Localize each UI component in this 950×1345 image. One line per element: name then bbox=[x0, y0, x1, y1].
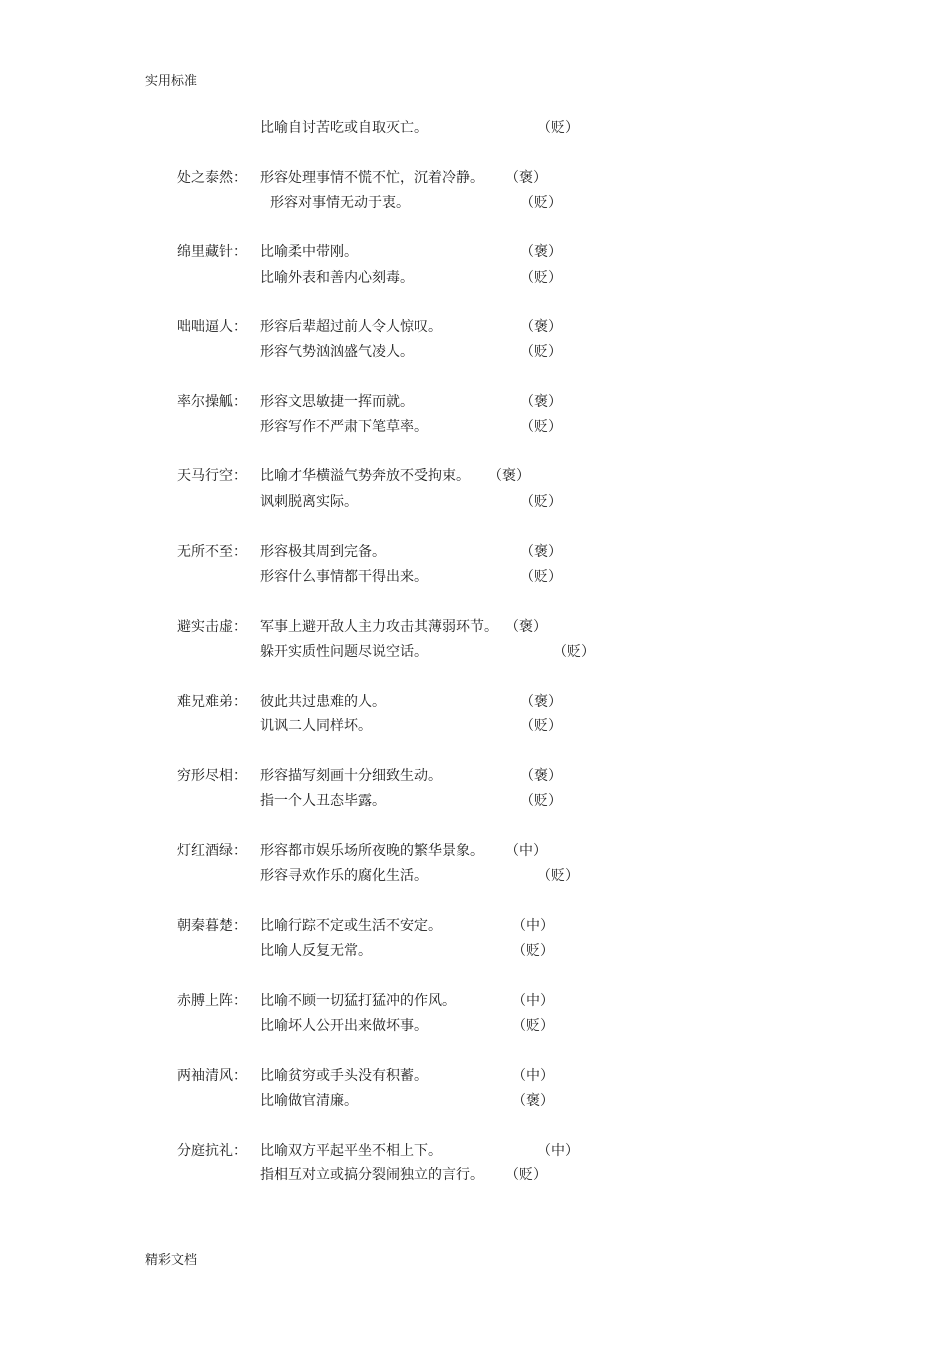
idiom-definition: 形容极其周到完备。 bbox=[260, 544, 386, 560]
idiom-definition: 形容什么事情都干得出来。 bbox=[260, 569, 428, 585]
idiom-definition: 比喻外表和善内心刻毒。 bbox=[260, 270, 414, 286]
idiom-definition: 躲开实质性问题尽说空话。 bbox=[260, 644, 428, 660]
idiom-definition: 形容后辈超过前人令人惊叹。 bbox=[260, 319, 442, 335]
sentiment-tag: （贬） bbox=[520, 195, 562, 211]
sentiment-tag: （贬） bbox=[520, 494, 562, 510]
idiom-term: 灯红酒绿： bbox=[177, 843, 247, 859]
idiom-entry-line bbox=[0, 491, 950, 513]
page-footer: 精彩文档 bbox=[145, 1253, 198, 1268]
idiom-entry-line bbox=[0, 1140, 950, 1162]
idiom-definition: 形容气势汹汹盛气凌人。 bbox=[260, 344, 414, 360]
idiom-definition: 讥讽二人同样坏。 bbox=[260, 718, 372, 734]
sentiment-tag: （贬） bbox=[537, 120, 579, 136]
idiom-definition: 比喻柔中带刚。 bbox=[260, 244, 358, 260]
idiom-definition: 比喻做官清廉。 bbox=[260, 1093, 358, 1109]
sentiment-tag: （中） bbox=[512, 1068, 554, 1084]
idiom-entry-line bbox=[0, 915, 950, 937]
idiom-definition: 形容描写刻画十分细致生动。 bbox=[260, 768, 442, 784]
idiom-definition: 比喻坏人公开出来做坏事。 bbox=[260, 1018, 428, 1034]
idiom-entry-line bbox=[0, 1065, 950, 1087]
idiom-entry-line bbox=[0, 541, 950, 563]
idiom-entry-line bbox=[0, 267, 950, 289]
idiom-entry-line bbox=[0, 241, 950, 263]
sentiment-tag: （中） bbox=[537, 1143, 579, 1159]
sentiment-tag: （贬） bbox=[520, 419, 562, 435]
idiom-definition: 比喻才华横溢气势奔放不受拘束。 bbox=[260, 468, 470, 484]
idiom-entry-line bbox=[0, 641, 950, 663]
idiom-definition: 比喻自讨苦吃或自取灭亡。 bbox=[260, 120, 428, 136]
idiom-definition: 指相互对立或搞分裂闹独立的言行。 bbox=[260, 1167, 484, 1183]
idiom-definition: 形容寻欢作乐的腐化生活。 bbox=[260, 868, 428, 884]
idiom-definition: 形容文思敏捷一挥而就。 bbox=[260, 394, 414, 410]
sentiment-tag: （中） bbox=[512, 918, 554, 934]
idiom-term: 穷形尽相： bbox=[177, 768, 247, 784]
idiom-entry-line bbox=[0, 341, 950, 363]
sentiment-tag: （褒） bbox=[520, 544, 562, 560]
idiom-term: 咄咄逼人： bbox=[177, 319, 247, 335]
idiom-definition: 讽刺脱离实际。 bbox=[260, 494, 358, 510]
idiom-term: 两袖清风： bbox=[177, 1068, 247, 1084]
idiom-definition: 形容写作不严肃下笔草率。 bbox=[260, 419, 428, 435]
sentiment-tag: （褒） bbox=[520, 394, 562, 410]
idiom-entry-line bbox=[0, 167, 950, 189]
sentiment-tag: （褒） bbox=[505, 619, 547, 635]
sentiment-tag: （贬） bbox=[520, 344, 562, 360]
idiom-term: 绵里藏针： bbox=[177, 244, 247, 260]
idiom-definition: 指一个人丑态毕露。 bbox=[260, 793, 386, 809]
idiom-entry-line bbox=[0, 465, 950, 487]
idiom-entry-line bbox=[0, 1090, 950, 1112]
idiom-definition: 比喻贫穷或手头没有积蓄。 bbox=[260, 1068, 428, 1084]
page-header: 实用标准 bbox=[145, 74, 198, 89]
idiom-entry-line bbox=[0, 117, 950, 139]
sentiment-tag: （贬） bbox=[520, 569, 562, 585]
idiom-definition: 军事上避开敌人主力攻击其薄弱环节。 bbox=[260, 619, 498, 635]
sentiment-tag: （中） bbox=[512, 993, 554, 1009]
idiom-entry-line bbox=[0, 416, 950, 438]
idiom-entry-line bbox=[0, 790, 950, 812]
idiom-entry-line bbox=[0, 192, 950, 214]
sentiment-tag: （褒） bbox=[520, 319, 562, 335]
idiom-entry-line bbox=[0, 765, 950, 787]
idiom-entry-line bbox=[0, 940, 950, 962]
idiom-term: 避实击虚： bbox=[177, 619, 247, 635]
idiom-entry-line bbox=[0, 691, 950, 713]
sentiment-tag: （贬） bbox=[520, 793, 562, 809]
idiom-definition: 比喻双方平起平坐不相上下。 bbox=[260, 1143, 442, 1159]
sentiment-tag: （贬） bbox=[512, 943, 554, 959]
idiom-definition: 比喻人反复无常。 bbox=[260, 943, 372, 959]
idiom-term: 处之泰然： bbox=[177, 170, 247, 186]
sentiment-tag: （贬） bbox=[505, 1167, 547, 1183]
idiom-term: 赤膊上阵： bbox=[177, 993, 247, 1009]
idiom-definition: 形容处理事情不慌不忙，沉着冷静。 bbox=[260, 170, 484, 186]
sentiment-tag: （褒） bbox=[488, 468, 530, 484]
idiom-term: 率尔操觚： bbox=[177, 394, 247, 410]
idiom-term: 无所不至： bbox=[177, 544, 247, 560]
sentiment-tag: （贬） bbox=[512, 1018, 554, 1034]
idiom-entry-line bbox=[0, 865, 950, 887]
idiom-definition: 形容都市娱乐场所夜晚的繁华景象。 bbox=[260, 843, 484, 859]
sentiment-tag: （褒） bbox=[505, 170, 547, 186]
idiom-term: 分庭抗礼： bbox=[177, 1143, 247, 1159]
idiom-term: 朝秦暮楚： bbox=[177, 918, 247, 934]
sentiment-tag: （中） bbox=[505, 843, 547, 859]
idiom-definition: 形容对事情无动于衷。 bbox=[270, 195, 410, 211]
idiom-entry-line bbox=[0, 566, 950, 588]
sentiment-tag: （褒） bbox=[520, 694, 562, 710]
idiom-entry-line bbox=[0, 616, 950, 638]
idiom-entry-line bbox=[0, 391, 950, 413]
sentiment-tag: （贬） bbox=[537, 868, 579, 884]
idiom-entry-line bbox=[0, 1164, 950, 1186]
idiom-entry-line bbox=[0, 1015, 950, 1037]
idiom-entry-line bbox=[0, 316, 950, 338]
sentiment-tag: （贬） bbox=[520, 718, 562, 734]
idiom-entry-line bbox=[0, 715, 950, 737]
sentiment-tag: （褒） bbox=[520, 768, 562, 784]
idiom-definition: 比喻行踪不定或生活不安定。 bbox=[260, 918, 442, 934]
idiom-entry-line bbox=[0, 840, 950, 862]
idiom-term: 难兄难弟： bbox=[177, 694, 247, 710]
sentiment-tag: （贬） bbox=[553, 644, 595, 660]
sentiment-tag: （褒） bbox=[512, 1093, 554, 1109]
idiom-entry-line bbox=[0, 990, 950, 1012]
idiom-definition: 比喻不顾一切猛打猛冲的作风。 bbox=[260, 993, 456, 1009]
sentiment-tag: （褒） bbox=[520, 244, 562, 260]
sentiment-tag: （贬） bbox=[520, 270, 562, 286]
idiom-definition: 彼此共过患难的人。 bbox=[260, 694, 386, 710]
idiom-term: 天马行空： bbox=[177, 468, 247, 484]
